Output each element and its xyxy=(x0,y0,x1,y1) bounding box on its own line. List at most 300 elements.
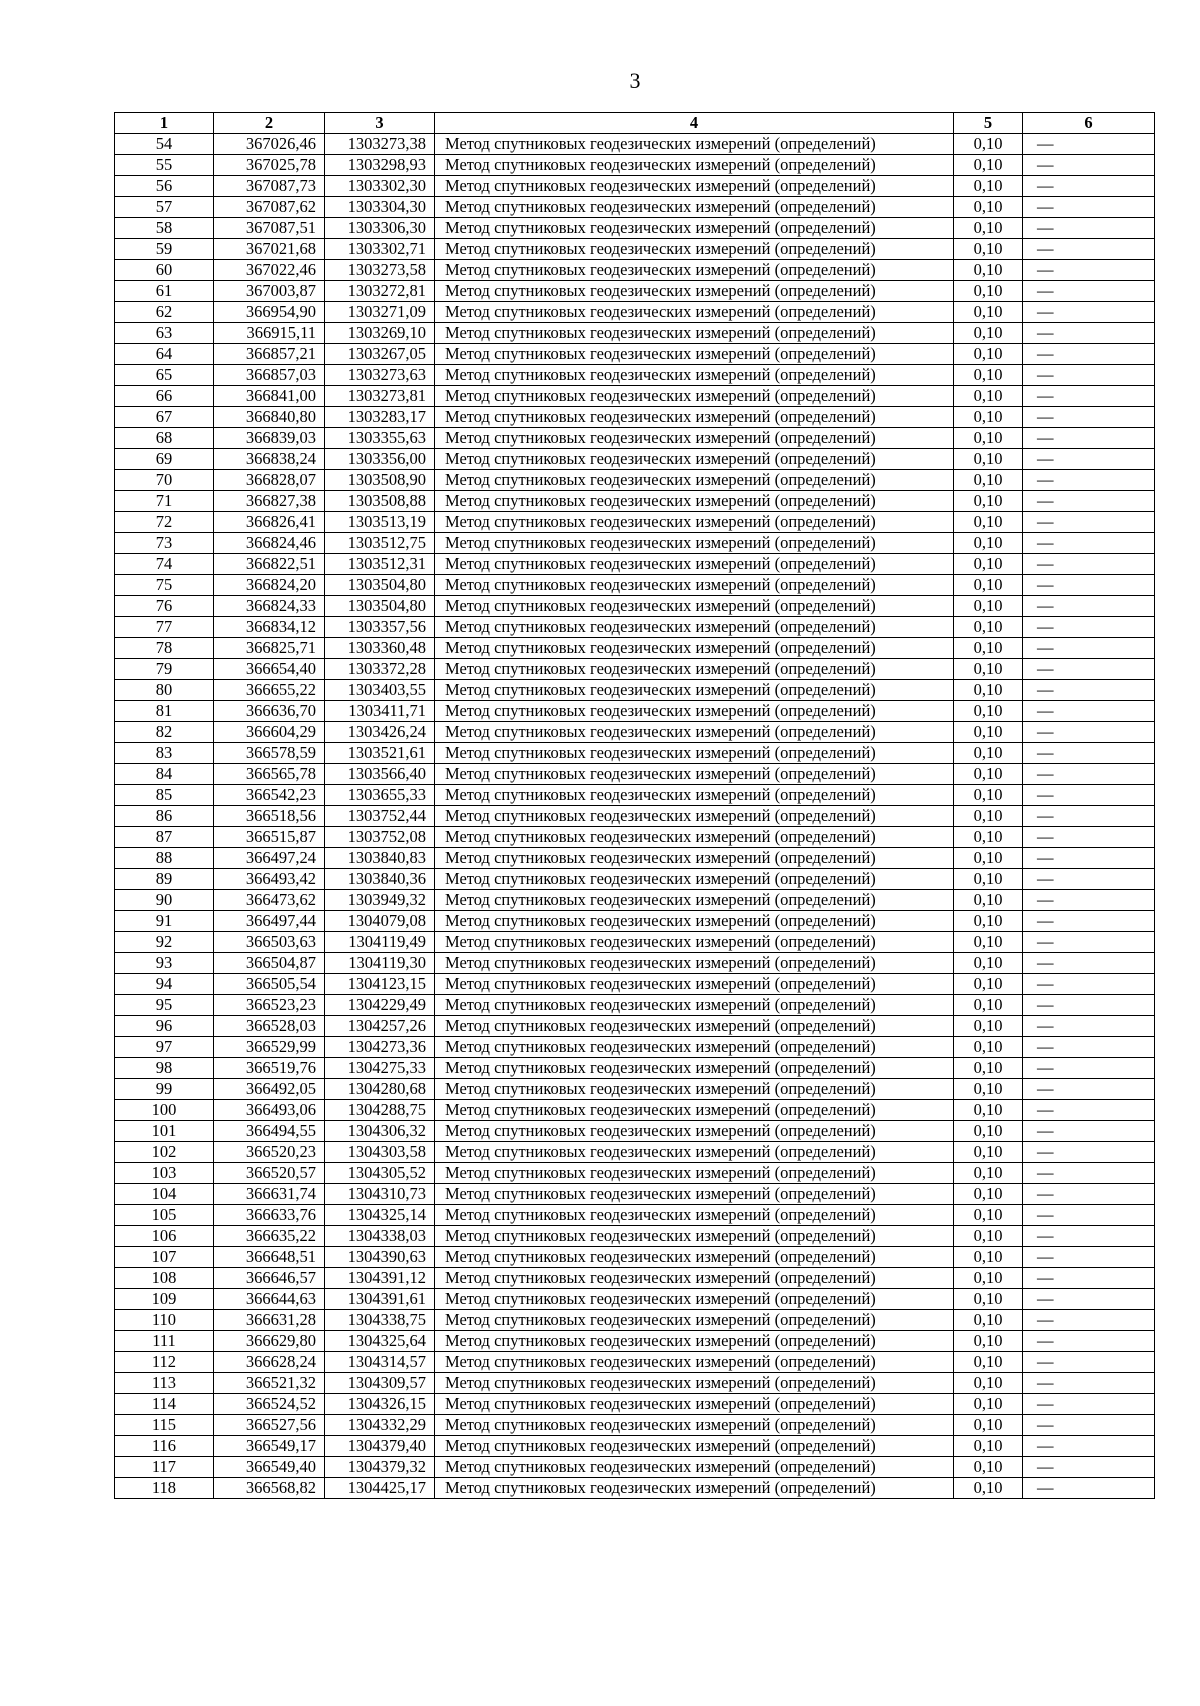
accuracy-cell: 0,10 xyxy=(954,533,1023,554)
method-cell: Метод спутниковых геодезических измерений (определений) xyxy=(435,827,954,848)
description-cell: — xyxy=(1023,848,1155,869)
x-coordinate-cell: 366628,24 xyxy=(214,1352,325,1373)
description-cell: — xyxy=(1023,470,1155,491)
method-cell: Метод спутниковых геодезических измерений (определений) xyxy=(435,764,954,785)
description-cell: — xyxy=(1023,1205,1155,1226)
accuracy-cell: 0,10 xyxy=(954,848,1023,869)
table-row xyxy=(115,701,1155,722)
x-coordinate-cell: 366646,57 xyxy=(214,1268,325,1289)
y-coordinate-cell: 1303306,30 xyxy=(325,218,435,239)
accuracy-cell: 0,10 xyxy=(954,659,1023,680)
method-cell: Метод спутниковых геодезических измерений (определений) xyxy=(435,1394,954,1415)
point-number-cell: 108 xyxy=(115,1268,214,1289)
point-number-cell: 96 xyxy=(115,1016,214,1037)
x-coordinate-cell: 366549,40 xyxy=(214,1457,325,1478)
point-number-cell: 101 xyxy=(115,1121,214,1142)
y-coordinate-cell: 1304310,73 xyxy=(325,1184,435,1205)
point-number-cell: 80 xyxy=(115,680,214,701)
method-cell: Метод спутниковых геодезических измерений (определений) xyxy=(435,365,954,386)
method-cell: Метод спутниковых геодезических измерений (определений) xyxy=(435,428,954,449)
method-cell: Метод спутниковых геодезических измерений (определений) xyxy=(435,617,954,638)
y-coordinate-cell: 1304273,36 xyxy=(325,1037,435,1058)
table-row xyxy=(115,932,1155,953)
table-row xyxy=(115,218,1155,239)
x-coordinate-cell: 366568,82 xyxy=(214,1478,325,1499)
table-row xyxy=(115,365,1155,386)
table-row xyxy=(115,302,1155,323)
point-number-cell: 105 xyxy=(115,1205,214,1226)
description-cell: — xyxy=(1023,1016,1155,1037)
table-row xyxy=(115,344,1155,365)
method-cell: Метод спутниковых геодезических измерений (определений) xyxy=(435,1478,954,1499)
y-coordinate-cell: 1304229,49 xyxy=(325,995,435,1016)
table-row xyxy=(115,197,1155,218)
point-number-cell: 92 xyxy=(115,932,214,953)
y-coordinate-cell: 1304305,52 xyxy=(325,1163,435,1184)
x-coordinate-cell: 366504,87 xyxy=(214,953,325,974)
point-number-cell: 60 xyxy=(115,260,214,281)
point-number-cell: 55 xyxy=(115,155,214,176)
method-cell: Метод спутниковых геодезических измерений (определений) xyxy=(435,806,954,827)
table-row xyxy=(115,1163,1155,1184)
accuracy-cell: 0,10 xyxy=(954,764,1023,785)
description-cell: — xyxy=(1023,1331,1155,1352)
table-row xyxy=(115,1016,1155,1037)
x-coordinate-cell: 366629,80 xyxy=(214,1331,325,1352)
point-number-cell: 95 xyxy=(115,995,214,1016)
point-number-cell: 59 xyxy=(115,239,214,260)
x-coordinate-cell: 366824,20 xyxy=(214,575,325,596)
x-coordinate-cell: 366827,38 xyxy=(214,491,325,512)
y-coordinate-cell: 1304338,03 xyxy=(325,1226,435,1247)
accuracy-cell: 0,10 xyxy=(954,407,1023,428)
y-coordinate-cell: 1303949,32 xyxy=(325,890,435,911)
point-number-cell: 113 xyxy=(115,1373,214,1394)
x-coordinate-cell: 366644,63 xyxy=(214,1289,325,1310)
x-coordinate-cell: 367022,46 xyxy=(214,260,325,281)
x-coordinate-cell: 366604,29 xyxy=(214,722,325,743)
accuracy-cell: 0,10 xyxy=(954,197,1023,218)
table-row xyxy=(115,1037,1155,1058)
method-cell: Метод спутниковых геодезических измерений (определений) xyxy=(435,1142,954,1163)
header-cell-method: 4 xyxy=(435,113,954,134)
method-cell: Метод спутниковых геодезических измерений (определений) xyxy=(435,197,954,218)
description-cell: — xyxy=(1023,176,1155,197)
point-number-cell: 87 xyxy=(115,827,214,848)
description-cell: — xyxy=(1023,1079,1155,1100)
description-cell: — xyxy=(1023,407,1155,428)
description-cell: — xyxy=(1023,911,1155,932)
description-cell: — xyxy=(1023,1457,1155,1478)
table-row xyxy=(115,575,1155,596)
method-cell: Метод спутниковых геодезических измерений (определений) xyxy=(435,1436,954,1457)
accuracy-cell: 0,10 xyxy=(954,260,1023,281)
table-row xyxy=(115,659,1155,680)
description-cell: — xyxy=(1023,554,1155,575)
y-coordinate-cell: 1303504,80 xyxy=(325,575,435,596)
y-coordinate-cell: 1303267,05 xyxy=(325,344,435,365)
method-cell: Метод спутниковых геодезических измерений (определений) xyxy=(435,1457,954,1478)
y-coordinate-cell: 1303411,71 xyxy=(325,701,435,722)
description-cell: — xyxy=(1023,1163,1155,1184)
point-number-cell: 71 xyxy=(115,491,214,512)
accuracy-cell: 0,10 xyxy=(954,575,1023,596)
method-cell: Метод спутниковых геодезических измерений (определений) xyxy=(435,1100,954,1121)
description-cell: — xyxy=(1023,722,1155,743)
accuracy-cell: 0,10 xyxy=(954,470,1023,491)
point-number-cell: 64 xyxy=(115,344,214,365)
point-number-cell: 112 xyxy=(115,1352,214,1373)
accuracy-cell: 0,10 xyxy=(954,1457,1023,1478)
description-cell: — xyxy=(1023,659,1155,680)
y-coordinate-cell: 1303840,83 xyxy=(325,848,435,869)
header-cell-x: 2 xyxy=(214,113,325,134)
y-coordinate-cell: 1303426,24 xyxy=(325,722,435,743)
point-number-cell: 117 xyxy=(115,1457,214,1478)
y-coordinate-cell: 1303513,19 xyxy=(325,512,435,533)
y-coordinate-cell: 1303403,55 xyxy=(325,680,435,701)
point-number-cell: 81 xyxy=(115,701,214,722)
accuracy-cell: 0,10 xyxy=(954,827,1023,848)
description-cell: — xyxy=(1023,953,1155,974)
description-cell: — xyxy=(1023,428,1155,449)
x-coordinate-cell: 366503,63 xyxy=(214,932,325,953)
description-cell: — xyxy=(1023,281,1155,302)
table-row xyxy=(115,785,1155,806)
method-cell: Метод спутниковых геодезических измерений (определений) xyxy=(435,512,954,533)
x-coordinate-cell: 367087,51 xyxy=(214,218,325,239)
table-row xyxy=(115,1058,1155,1079)
method-cell: Метод спутниковых геодезических измерений (определений) xyxy=(435,1226,954,1247)
accuracy-cell: 0,10 xyxy=(954,911,1023,932)
table-row xyxy=(115,974,1155,995)
accuracy-cell: 0,10 xyxy=(954,890,1023,911)
accuracy-cell: 0,10 xyxy=(954,428,1023,449)
method-cell: Метод спутниковых геодезических измерений (определений) xyxy=(435,1184,954,1205)
table-row xyxy=(115,680,1155,701)
x-coordinate-cell: 366631,74 xyxy=(214,1184,325,1205)
description-cell: — xyxy=(1023,785,1155,806)
accuracy-cell: 0,10 xyxy=(954,680,1023,701)
accuracy-cell: 0,10 xyxy=(954,1436,1023,1457)
method-cell: Метод спутниковых геодезических измерений (определений) xyxy=(435,848,954,869)
y-coordinate-cell: 1303302,30 xyxy=(325,176,435,197)
x-coordinate-cell: 366492,05 xyxy=(214,1079,325,1100)
description-cell: — xyxy=(1023,638,1155,659)
accuracy-cell: 0,10 xyxy=(954,449,1023,470)
y-coordinate-cell: 1303356,00 xyxy=(325,449,435,470)
method-cell: Метод спутниковых геодезических измерений (определений) xyxy=(435,155,954,176)
table-row xyxy=(115,869,1155,890)
point-number-cell: 76 xyxy=(115,596,214,617)
x-coordinate-cell: 366523,23 xyxy=(214,995,325,1016)
y-coordinate-cell: 1303302,71 xyxy=(325,239,435,260)
method-cell: Метод спутниковых геодезических измерений (определений) xyxy=(435,932,954,953)
y-coordinate-cell: 1303372,28 xyxy=(325,659,435,680)
accuracy-cell: 0,10 xyxy=(954,953,1023,974)
accuracy-cell: 0,10 xyxy=(954,932,1023,953)
x-coordinate-cell: 366565,78 xyxy=(214,764,325,785)
accuracy-cell: 0,10 xyxy=(954,596,1023,617)
y-coordinate-cell: 1304326,15 xyxy=(325,1394,435,1415)
description-cell: — xyxy=(1023,869,1155,890)
description-cell: — xyxy=(1023,491,1155,512)
table-row xyxy=(115,1310,1155,1331)
accuracy-cell: 0,10 xyxy=(954,302,1023,323)
point-number-cell: 56 xyxy=(115,176,214,197)
description-cell: — xyxy=(1023,1184,1155,1205)
point-number-cell: 65 xyxy=(115,365,214,386)
description-cell: — xyxy=(1023,743,1155,764)
y-coordinate-cell: 1304288,75 xyxy=(325,1100,435,1121)
point-number-cell: 99 xyxy=(115,1079,214,1100)
description-cell: — xyxy=(1023,1373,1155,1394)
description-cell: — xyxy=(1023,932,1155,953)
description-cell: — xyxy=(1023,1478,1155,1499)
y-coordinate-cell: 1303752,08 xyxy=(325,827,435,848)
point-number-cell: 111 xyxy=(115,1331,214,1352)
accuracy-cell: 0,10 xyxy=(954,365,1023,386)
y-coordinate-cell: 1304079,08 xyxy=(325,911,435,932)
table-row xyxy=(115,1268,1155,1289)
table-row xyxy=(115,722,1155,743)
method-cell: Метод спутниковых геодезических измерений (определений) xyxy=(435,134,954,155)
table-body xyxy=(115,134,1155,1499)
point-number-cell: 88 xyxy=(115,848,214,869)
y-coordinate-cell: 1303273,58 xyxy=(325,260,435,281)
y-coordinate-cell: 1304379,40 xyxy=(325,1436,435,1457)
x-coordinate-cell: 366825,71 xyxy=(214,638,325,659)
method-cell: Метод спутниковых геодезических измерений (определений) xyxy=(435,659,954,680)
y-coordinate-cell: 1303298,93 xyxy=(325,155,435,176)
method-cell: Метод спутниковых геодезических измерений (определений) xyxy=(435,995,954,1016)
x-coordinate-cell: 367025,78 xyxy=(214,155,325,176)
point-number-cell: 62 xyxy=(115,302,214,323)
x-coordinate-cell: 366518,56 xyxy=(214,806,325,827)
y-coordinate-cell: 1304123,15 xyxy=(325,974,435,995)
table-row xyxy=(115,1226,1155,1247)
method-cell: Метод спутниковых геодезических измерений (определений) xyxy=(435,1352,954,1373)
accuracy-cell: 0,10 xyxy=(954,239,1023,260)
x-coordinate-cell: 366654,40 xyxy=(214,659,325,680)
table-row xyxy=(115,260,1155,281)
point-number-cell: 97 xyxy=(115,1037,214,1058)
y-coordinate-cell: 1304275,33 xyxy=(325,1058,435,1079)
table-row xyxy=(115,1457,1155,1478)
accuracy-cell: 0,10 xyxy=(954,323,1023,344)
coordinates-table xyxy=(114,112,1155,1499)
accuracy-cell: 0,10 xyxy=(954,617,1023,638)
method-cell: Метод спутниковых геодезических измерений (определений) xyxy=(435,974,954,995)
table-row xyxy=(115,764,1155,785)
x-coordinate-cell: 366493,06 xyxy=(214,1100,325,1121)
x-coordinate-cell: 366542,23 xyxy=(214,785,325,806)
accuracy-cell: 0,10 xyxy=(954,1079,1023,1100)
y-coordinate-cell: 1304391,12 xyxy=(325,1268,435,1289)
method-cell: Метод спутниковых геодезических измерений (определений) xyxy=(435,470,954,491)
accuracy-cell: 0,10 xyxy=(954,638,1023,659)
method-cell: Метод спутниковых геодезических измерений (определений) xyxy=(435,1289,954,1310)
method-cell: Метод спутниковых геодезических измерений (определений) xyxy=(435,260,954,281)
description-cell: — xyxy=(1023,764,1155,785)
x-coordinate-cell: 366578,59 xyxy=(214,743,325,764)
method-cell: Метод спутниковых геодезических измерений (определений) xyxy=(435,281,954,302)
table-row xyxy=(115,617,1155,638)
table-row xyxy=(115,407,1155,428)
method-cell: Метод спутниковых геодезических измерений (определений) xyxy=(435,890,954,911)
table-row xyxy=(115,155,1155,176)
accuracy-cell: 0,10 xyxy=(954,1394,1023,1415)
x-coordinate-cell: 366636,70 xyxy=(214,701,325,722)
point-number-cell: 104 xyxy=(115,1184,214,1205)
accuracy-cell: 0,10 xyxy=(954,491,1023,512)
page-number: 3 xyxy=(629,68,641,93)
description-cell: — xyxy=(1023,1142,1155,1163)
accuracy-cell: 0,10 xyxy=(954,281,1023,302)
method-cell: Метод спутниковых геодезических измерений (определений) xyxy=(435,743,954,764)
table-row xyxy=(115,1394,1155,1415)
x-coordinate-cell: 366631,28 xyxy=(214,1310,325,1331)
table-row xyxy=(115,743,1155,764)
description-cell: — xyxy=(1023,1289,1155,1310)
method-cell: Метод спутниковых геодезических измерений (определений) xyxy=(435,638,954,659)
x-coordinate-cell: 367026,46 xyxy=(214,134,325,155)
x-coordinate-cell: 366527,56 xyxy=(214,1415,325,1436)
method-cell: Метод спутниковых геодезических измерений (определений) xyxy=(435,176,954,197)
x-coordinate-cell: 366519,76 xyxy=(214,1058,325,1079)
method-cell: Метод спутниковых геодезических измерений (определений) xyxy=(435,1373,954,1394)
x-coordinate-cell: 366841,00 xyxy=(214,386,325,407)
point-number-cell: 93 xyxy=(115,953,214,974)
table-row xyxy=(115,1205,1155,1226)
table-row xyxy=(115,449,1155,470)
accuracy-cell: 0,10 xyxy=(954,554,1023,575)
accuracy-cell: 0,10 xyxy=(954,344,1023,365)
point-number-cell: 77 xyxy=(115,617,214,638)
y-coordinate-cell: 1303521,61 xyxy=(325,743,435,764)
x-coordinate-cell: 366635,22 xyxy=(214,1226,325,1247)
description-cell: — xyxy=(1023,827,1155,848)
accuracy-cell: 0,10 xyxy=(954,869,1023,890)
method-cell: Метод спутниковых геодезических измерений (определений) xyxy=(435,218,954,239)
accuracy-cell: 0,10 xyxy=(954,1352,1023,1373)
point-number-cell: 107 xyxy=(115,1247,214,1268)
header-cell-description: 6 xyxy=(1023,113,1155,134)
description-cell: — xyxy=(1023,1415,1155,1436)
point-number-cell: 114 xyxy=(115,1394,214,1415)
x-coordinate-cell: 366840,80 xyxy=(214,407,325,428)
y-coordinate-cell: 1303272,81 xyxy=(325,281,435,302)
point-number-cell: 84 xyxy=(115,764,214,785)
y-coordinate-cell: 1303566,40 xyxy=(325,764,435,785)
description-cell: — xyxy=(1023,1394,1155,1415)
description-cell: — xyxy=(1023,1352,1155,1373)
table-row xyxy=(115,134,1155,155)
accuracy-cell: 0,10 xyxy=(954,386,1023,407)
y-coordinate-cell: 1304325,14 xyxy=(325,1205,435,1226)
x-coordinate-cell: 366515,87 xyxy=(214,827,325,848)
point-number-cell: 78 xyxy=(115,638,214,659)
table-row xyxy=(115,239,1155,260)
description-cell: — xyxy=(1023,1100,1155,1121)
method-cell: Метод спутниковых геодезических измерений (определений) xyxy=(435,1016,954,1037)
x-coordinate-cell: 366520,57 xyxy=(214,1163,325,1184)
point-number-cell: 57 xyxy=(115,197,214,218)
accuracy-cell: 0,10 xyxy=(954,1100,1023,1121)
description-cell: — xyxy=(1023,1226,1155,1247)
method-cell: Метод спутниковых геодезических измерений (определений) xyxy=(435,1121,954,1142)
x-coordinate-cell: 366549,17 xyxy=(214,1436,325,1457)
table-row xyxy=(115,386,1155,407)
table-row xyxy=(115,1142,1155,1163)
y-coordinate-cell: 1304303,58 xyxy=(325,1142,435,1163)
x-coordinate-cell: 366857,21 xyxy=(214,344,325,365)
y-coordinate-cell: 1304332,29 xyxy=(325,1415,435,1436)
point-number-cell: 61 xyxy=(115,281,214,302)
table-row xyxy=(115,1373,1155,1394)
x-coordinate-cell: 367021,68 xyxy=(214,239,325,260)
x-coordinate-cell: 366473,62 xyxy=(214,890,325,911)
point-number-cell: 82 xyxy=(115,722,214,743)
x-coordinate-cell: 366497,24 xyxy=(214,848,325,869)
method-cell: Метод спутниковых геодезических измерений (определений) xyxy=(435,1163,954,1184)
y-coordinate-cell: 1304314,57 xyxy=(325,1352,435,1373)
description-cell: — xyxy=(1023,155,1155,176)
method-cell: Метод спутниковых геодезических измерений (определений) xyxy=(435,1310,954,1331)
y-coordinate-cell: 1303512,75 xyxy=(325,533,435,554)
point-number-cell: 63 xyxy=(115,323,214,344)
y-coordinate-cell: 1304119,30 xyxy=(325,953,435,974)
accuracy-cell: 0,10 xyxy=(954,701,1023,722)
method-cell: Метод спутниковых геодезических измерений (определений) xyxy=(435,1205,954,1226)
description-cell: — xyxy=(1023,218,1155,239)
point-number-cell: 69 xyxy=(115,449,214,470)
method-cell: Метод спутниковых геодезических измерений (определений) xyxy=(435,1331,954,1352)
description-cell: — xyxy=(1023,1058,1155,1079)
method-cell: Метод спутниковых геодезических измерений (определений) xyxy=(435,386,954,407)
point-number-cell: 85 xyxy=(115,785,214,806)
table-row xyxy=(115,1478,1155,1499)
table-row xyxy=(115,638,1155,659)
point-number-cell: 58 xyxy=(115,218,214,239)
method-cell: Метод спутниковых геодезических измерений (определений) xyxy=(435,680,954,701)
table-row xyxy=(115,512,1155,533)
point-number-cell: 115 xyxy=(115,1415,214,1436)
x-coordinate-cell: 366505,54 xyxy=(214,974,325,995)
method-cell: Метод спутниковых геодезических измерений (определений) xyxy=(435,575,954,596)
accuracy-cell: 0,10 xyxy=(954,1226,1023,1247)
table-row xyxy=(115,890,1155,911)
y-coordinate-cell: 1304390,63 xyxy=(325,1247,435,1268)
y-coordinate-cell: 1303840,36 xyxy=(325,869,435,890)
accuracy-cell: 0,10 xyxy=(954,1415,1023,1436)
table-row xyxy=(115,1436,1155,1457)
y-coordinate-cell: 1303273,63 xyxy=(325,365,435,386)
description-cell: — xyxy=(1023,134,1155,155)
table-row xyxy=(115,491,1155,512)
x-coordinate-cell: 366834,12 xyxy=(214,617,325,638)
description-cell: — xyxy=(1023,596,1155,617)
table-row xyxy=(115,428,1155,449)
x-coordinate-cell: 366494,55 xyxy=(214,1121,325,1142)
x-coordinate-cell: 366497,44 xyxy=(214,911,325,932)
point-number-cell: 83 xyxy=(115,743,214,764)
table-row xyxy=(115,533,1155,554)
point-number-cell: 100 xyxy=(115,1100,214,1121)
method-cell: Метод спутниковых геодезических измерений (определений) xyxy=(435,554,954,575)
accuracy-cell: 0,10 xyxy=(954,785,1023,806)
y-coordinate-cell: 1303283,17 xyxy=(325,407,435,428)
